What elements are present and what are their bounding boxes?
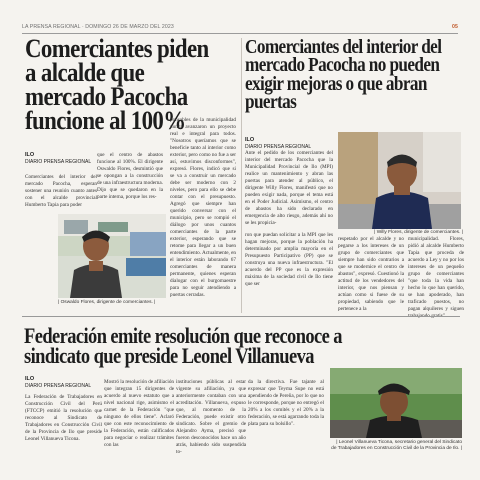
article2-col3: respetado por el alcalde y no pegarse a los intereses de un grupo de comerciantes que siempre han sido contrarios a que se modernice el centro de abastos", expresó. Cuestionó la actitud de los vendedores del interior, que nos piensan y actúan como si fuese de su propiedad, sabiendo que le pertenece a la: [338, 236, 404, 313]
article3-col2: Mostró la resolución de afiliación que integran 15 dirigentes de acuerdo al nuevo estatuto que a nivel nacional rige, asimismo el carnet de la Federación "que ninguno de ellos tiene". Aclaró que con este reconocimiento de la Federación, están calificados para negociar o realizar trámites con las: [104, 379, 175, 449]
article1-byline-name: ILO: [25, 152, 35, 158]
article1-photo: [58, 214, 166, 298]
article2-byline: [245, 137, 335, 150]
article1-byline-source: DIARIO PRENSA REGIONAL: [25, 158, 92, 165]
page-number: 05: [452, 24, 458, 30]
article2-byline-source: DIARIO PRENSA REGIONAL: [245, 143, 312, 150]
article1-col3: ponsables de la municipalidad nunca avanzaron un proyecto real e integral para todos. "Nosotros queríamos que se beneficie tanto al interior como exterior, pero como no fue a ser así, estuvimos disconformes", expresó. Flores, indicó que si se va a construir un mercado debe ser moderno con 2 niveles, pero para ello se debe contar con el presupuesto. Agregó que siempre han querido conversar con el municipio, pero se rompió el diálogo por unos cuantos comerciantes de la parte exterior, esperando que se retome para llegar a un buen entendimiento. Actualmente, en el interior están laborando 67 comerciantes de manera permanente, quienes esperan dialogar con el burgomaestre para no seguir atendiendo a puertas cerradas.: [170, 117, 236, 299]
article3-col3: instituciones públicas al estar vigente su afiliación, ya que anteriormente contaban con una acreditación. Villanueva, expuso que, al momento de la Federación, puede existir otro sindicato. Sobre el gremio de Alejandro Ayma, precisó que fueron desconocidos hace un año atrás, habiendo sido suspendida to-: [176, 379, 246, 456]
header-publication-date: LA PRENSA REGIONAL · DOMINGO 26 DE MARZO DEL 2023: [22, 24, 174, 30]
article3-lead: La Federación de Trabajadores en Construcción Civil del Perú (FTCCP) emitió la resolución que reconoce al Sindicato de Trabajadores en Construcción Civil de la Provincia de Ilo que preside Leonel Villanueva Ticona.: [25, 394, 102, 443]
article2-col4: municipalidad. Flores, pidió al alcalde Humberto Tapia que proceda de acuerdo a Ley y no por los intereses de un pequeño grupo de comerciantes "que toda la vida han hecho lo que han querido, se han apoderado, han traficado puestos, no pagan alquileres y siguen trabajando gratis".: [408, 236, 464, 320]
article3-headline: Federación emite resolución que reconoce a sindicato que preside Leonel Villanueva: [24, 323, 342, 369]
column-divider: [241, 38, 242, 313]
article2-col2: ron que puedan solicitar a la MPI que les hagan mejoras, porque la población ha determinado por amplia mayoría en el Presupuesto Participativo (PP) que se construya una nueva infraestructura. "El acuerdo del PP que es la expresión máxima de la sociedad civil de Ilo tiene que ser: [245, 232, 333, 288]
article2-photo: [338, 132, 461, 229]
article1-photo-caption: | Oswaldo Flores, dirigente de comerciantes. |: [58, 300, 156, 305]
article3-photo: [330, 368, 462, 438]
article1-byline: [25, 152, 100, 165]
article2-col1: Ante el pedido de los comerciantes del interior del mercado Pacocha que la Municipalidad Provincial de Ilo (MPI) realice un mantenimiento y abran las puertas para atender al público, el dirigente Willy Flores, manifestó que no pueden exigir nada, porque el tema está en el Poder Judicial. Asimismo, el centro de abastos ha sido declarado en emergencia de alto riesgo, además ahí no se les propicia-: [245, 150, 333, 227]
article2-byline-name: ILO: [245, 137, 255, 143]
article1-headline: Comerciantes piden a alcalde que mercado Pacocha funcione al 100%: [25, 34, 209, 135]
article3-byline: [25, 376, 105, 389]
article3-col4: da la directiva. Fue tajante al expresar que Teyma Supe no está apendiendo de Pereña, por lo que no le corresponde, porque no entregó el 20% a los comités y el 20% a la federación, se está agarrando toda la plata para su bolsillo".: [248, 379, 324, 428]
article3-photo-caption: | Leonel Villanueva Ticona, secretario general del Sindicato de Trabajadores en Construcción Civil de la Provincia de Ilo. |: [331, 440, 462, 451]
article1-lead: Comerciantes del interior del mercado Pacocha, esperan sostener una reunión cuanto antes con el alcalde provincial Humberto Tapia para poder: [25, 174, 97, 209]
article2-photo-caption: | Willy Flores, dirigente de comerciantes. |: [374, 230, 463, 235]
article3-byline-name: ILO: [25, 376, 35, 382]
article2-headline: Comerciantes del interior del mercado Pacocha no pueden exigir mejoras o que abran puertas: [245, 36, 442, 114]
section-divider: [22, 316, 460, 317]
article1-col2: que el centro de abastos funcione al 100%. El dirigente Oswaldo Flores, desmintió que se opongan a la construcción de una infraestructura moderna. Dijo que se quedaron en la parte interna, porque los res-: [97, 152, 163, 201]
article3-byline-source: DIARIO PRENSA REGIONAL: [25, 382, 92, 389]
